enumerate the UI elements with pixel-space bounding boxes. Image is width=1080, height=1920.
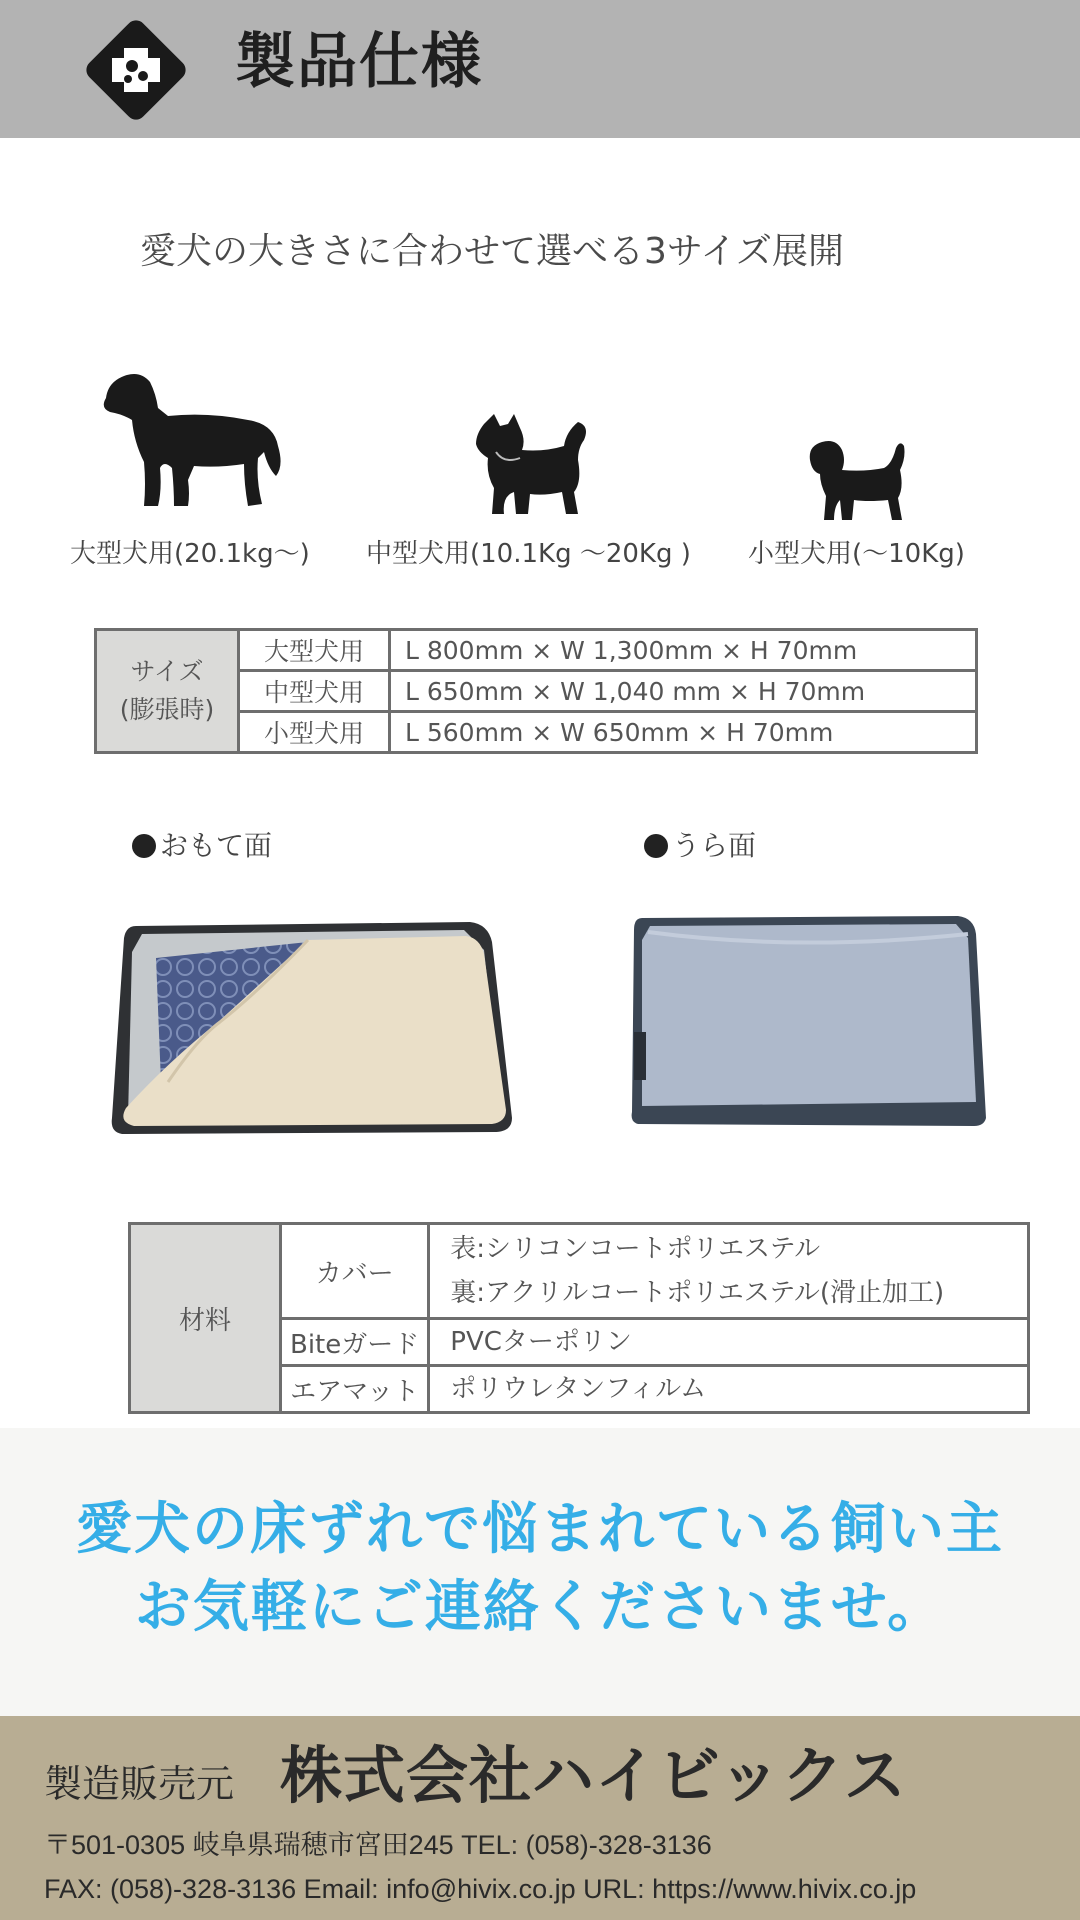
size-value-small: L 560mm × W 650mm × H 70mm [390,712,977,753]
material-cover-front: 表:シリコンコートポリエステル [450,1234,821,1264]
dog-label-small: 小型犬用(〜10Kg) [748,539,965,569]
intro-text: 愛犬の大きさに合わせて選べる3サイズ展開 [140,231,845,272]
paw-cross-logo-icon [80,14,192,126]
front-side-label: おもて面 [132,826,272,866]
size-value-medium: L 650mm × W 1,040 mm × H 70mm [390,671,977,712]
bullet-dot-icon [132,834,156,858]
size-kind-medium: 中型犬用 [239,671,390,712]
large-dog-silhouette-icon [98,368,288,514]
material-cover-back: 裏:アクリルコートポリエステル(滑止加工) [450,1278,945,1308]
material-kind-cover: カバー [281,1224,429,1319]
size-header-line1: サイズ [130,657,204,686]
material-value-air-mat: ポリウレタンフィルム [429,1366,1029,1413]
medium-dog-silhouette-icon [474,412,592,518]
table-row [96,630,977,671]
contact-line: FAX: (058)-328-3136 Email: info@hivix.co.jp URL: https://www.hivix.co.jp [44,1874,917,1904]
seller-label: 製造販売元 [44,1762,235,1806]
bullet-dot-icon [644,834,668,858]
dog-label-medium: 中型犬用(10.1Kg 〜20Kg ) [366,539,691,569]
back-side-label: うら面 [644,826,756,866]
size-value-large: L 800mm × W 1,300mm × H 70mm [390,630,977,671]
material-table [128,1222,1030,1414]
size-table [94,628,978,754]
cta-line-1: 愛犬の床ずれで悩まれている飼い主 [76,1497,1004,1562]
material-value-cover [429,1224,1029,1319]
table-row [130,1224,1029,1319]
company-name: 株式会社ハイビックス [280,1739,907,1812]
material-kind-air-mat: エアマット [281,1366,429,1413]
size-kind-small: 小型犬用 [239,712,390,753]
cta-line-2: お気軽にご連絡くださいませ。 [134,1575,946,1640]
mat-front-photo [108,912,518,1138]
mat-back-photo [628,912,990,1130]
small-dog-silhouette-icon [804,438,914,524]
page-title: 製品仕様 [235,27,483,97]
size-table-header [96,630,239,753]
size-kind-large: 大型犬用 [239,630,390,671]
material-table-header: 材料 [130,1224,281,1413]
material-kind-bite-guard: Biteガード [281,1319,429,1366]
size-header-line2: (膨張時) [119,695,215,724]
address-line: 〒501-0305 岐阜県瑞穂市宮田245 TEL: (058)-328-3136 [44,1830,712,1860]
material-value-bite-guard: PVCターポリン [429,1319,1029,1366]
dog-label-large: 大型犬用(20.1kg〜) [70,539,310,569]
